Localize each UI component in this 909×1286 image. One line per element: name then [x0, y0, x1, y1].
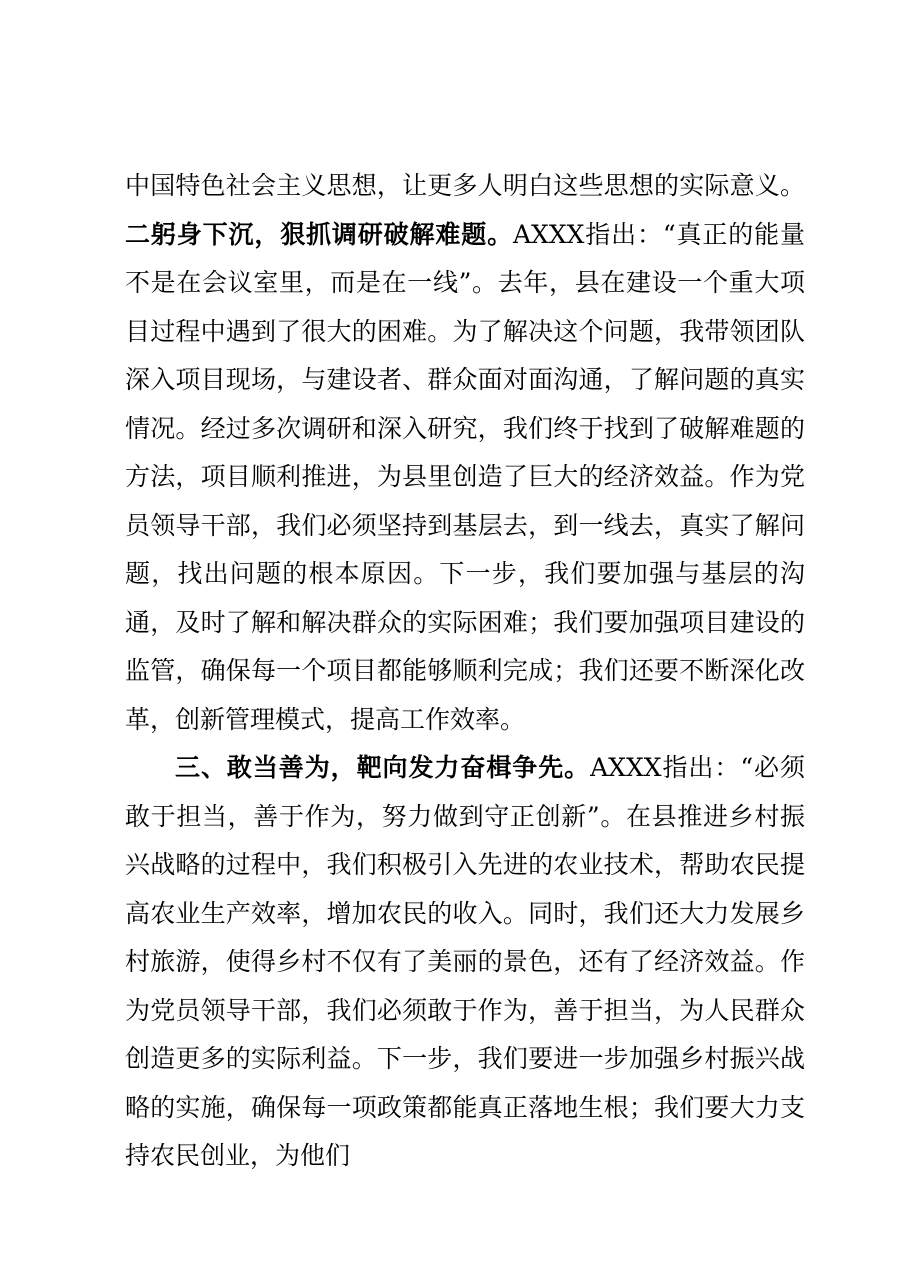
paragraph-body-text: AXXX指出：“真正的能量不是在会议室里，而是在一线”。去年，县在建设一个重大项目过程中遇到了很大的困难。为了解决这个问题，我带领团队深入项目现场，与建设者、群众面对面沟通，了解问题的真实情况。经过多次调研和深入研究，我们终于找到了破解难题的方法，项目顺利推进，为县里创造了巨大的经济效益。作为党员领导干部，我们必须坚持到基层去，到一线去，真实了解问题，找出问题的根本原因。下一步，我们要加强与基层的沟通，及时了解和解决群众的实际困难；我们要加强项目建设的监管，确保每一个项目都能够顺利完成；我们还要不断深化改革，创新管理模式，提高工作效率。	[125, 219, 805, 734]
paragraph-research	[125, 162, 805, 744]
section-heading-two: 二躬身下沉，狠抓调研破解难题。	[125, 219, 513, 249]
document-body	[125, 162, 805, 1181]
paragraph-body-text: AXXX指出：“必须敢于担当，善于作为，努力做到守正创新”。在县推进乡村振兴战略的过程中，我们积极引入先进的农业技术，帮助农民提高农业生产效率，增加农民的收入。同时，我们还大力发展乡村旅游，使得乡村不仅有了美丽的景色，还有了经济效益。作为党员领导干部，我们必须敢于作为，善于担当，为人民群众创造更多的实际利益。下一步，我们要进一步加强乡村振兴战略的实施，确保每一项政策都能真正落地生根；我们要大力支持农民创业，为他们	[125, 753, 805, 1170]
paragraph-lead-text: 中国特色社会主义思想，让更多人明白这些思想的实际意义。	[125, 171, 805, 200]
paragraph-responsibility	[125, 744, 805, 1181]
section-heading-three: 三、敢当善为，靶向发力奋楫争先。	[175, 753, 591, 782]
